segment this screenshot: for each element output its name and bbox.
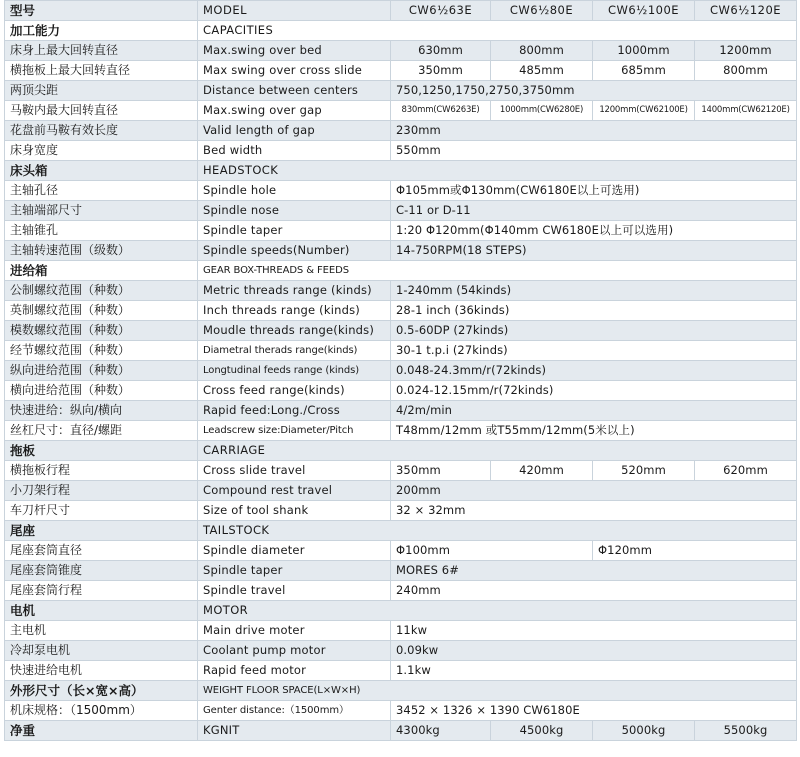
table-row [5, 421, 797, 441]
value-cell: 14-750RPM(18 STEPS) [391, 241, 797, 261]
table-row [5, 121, 797, 141]
row-label-cn: 尾座套筒锥度 [5, 561, 198, 581]
row-label-en: Genter distance:（1500mm） [198, 701, 391, 721]
value-cell: 4/2m/min [391, 401, 797, 421]
row-label-en: Spindle nose [198, 201, 391, 221]
table-row [5, 41, 797, 61]
table-row [5, 181, 797, 201]
table-row [5, 321, 797, 341]
value-cell: 1200mm [695, 41, 797, 61]
table-row [5, 701, 797, 721]
value-cell: 350mm [391, 461, 491, 481]
row-label-cn: 主电机 [5, 621, 198, 641]
row-label-en: Cross slide travel [198, 461, 391, 481]
value-cell: 800mm [491, 41, 593, 61]
row-label-en: Moudle threads range(kinds) [198, 321, 391, 341]
row-label-cn: 横拖板行程 [5, 461, 198, 481]
value-cell: 3452 × 1326 × 1390 CW6180E [391, 701, 797, 721]
row-label-en: Max swing over cross slide [198, 61, 391, 81]
table-row [5, 241, 797, 261]
value-cell: 1.1kw [391, 661, 797, 681]
value-cell: 630mm [391, 41, 491, 61]
table-row [5, 541, 797, 561]
section-dimensions [5, 681, 797, 701]
table-row [5, 301, 797, 321]
value-cell: 0.048-24.3mm/r(72kinds) [391, 361, 797, 381]
row-label-en: Spindle taper [198, 561, 391, 581]
row-label-en: Spindle travel [198, 581, 391, 601]
section-title-en: HEADSTOCK [198, 161, 797, 181]
value-cell: 0.024-12.15mm/r(72kinds) [391, 381, 797, 401]
weight-row [5, 721, 797, 741]
row-label-cn: 丝杠尺寸：直径/螺距 [5, 421, 198, 441]
value-cell: T48mm/12mm 或T55mm/12mm(5米以上) [391, 421, 797, 441]
model-label-cn: 型号 [5, 1, 198, 21]
model-cw6280e: CW6½80E [491, 1, 593, 21]
row-label-cn: 小刀架行程 [5, 481, 198, 501]
section-title-en: WEIGHT FLOOR SPACE(L×W×H) [198, 681, 797, 701]
value-cell: MORES 6# [391, 561, 797, 581]
value-cell: 0.5-60DP (27kinds) [391, 321, 797, 341]
table-row [5, 201, 797, 221]
value-cell: C-11 or D-11 [391, 201, 797, 221]
section-title-cn: 进给箱 [5, 261, 198, 281]
spec-table [4, 0, 797, 741]
value-cell: 350mm [391, 61, 491, 81]
value-cell: 750,1250,1750,2750,3750mm [391, 81, 797, 101]
table-row [5, 341, 797, 361]
section-title-cn: 电机 [5, 601, 198, 621]
row-label-cn: 横拖板上最大回转直径 [5, 61, 198, 81]
section-tailstock [5, 521, 797, 541]
section-title-cn: 尾座 [5, 521, 198, 541]
value-cell: 1200mm(CW62100E) [593, 101, 695, 121]
row-label-cn: 尾座套筒直径 [5, 541, 198, 561]
row-label-en: Max.swing over gap [198, 101, 391, 121]
row-label-en: Spindle speeds(Number) [198, 241, 391, 261]
value-cell: 5500kg [695, 721, 797, 741]
model-cw62120e: CW6½120E [695, 1, 797, 21]
model-label-en: MODEL [198, 1, 391, 21]
value-cell: 620mm [695, 461, 797, 481]
section-title-en: MOTOR [198, 601, 797, 621]
row-label-cn: 床身宽度 [5, 141, 198, 161]
table-row [5, 641, 797, 661]
row-label-en: Leadscrew size:Diameter/Pitch [198, 421, 391, 441]
section-capacities [5, 21, 797, 41]
value-cell: Φ105mm或Φ130mm(CW6180E以上可选用) [391, 181, 797, 201]
section-carriage [5, 441, 797, 461]
value-cell: 200mm [391, 481, 797, 501]
section-motor [5, 601, 797, 621]
row-label-cn: 英制螺纹范围（种数） [5, 301, 198, 321]
value-cell: Φ120mm [593, 541, 797, 561]
row-label-en: Max.swing over bed [198, 41, 391, 61]
row-label-en: Valid length of gap [198, 121, 391, 141]
row-label-en: Bed width [198, 141, 391, 161]
value-cell: 1000mm(CW6280E) [491, 101, 593, 121]
header-row [5, 1, 797, 21]
section-title-cn: 加工能力 [5, 21, 198, 41]
value-cell: 30-1 t.p.i (27kinds) [391, 341, 797, 361]
table-row [5, 381, 797, 401]
value-cell: 420mm [491, 461, 593, 481]
row-label-en: Coolant pump motor [198, 641, 391, 661]
row-label-en: Size of tool shank [198, 501, 391, 521]
section-title-en: TAILSTOCK [198, 521, 797, 541]
value-cell: 1-240mm (54kinds) [391, 281, 797, 301]
value-cell: 0.09kw [391, 641, 797, 661]
section-title-en: CAPACITIES [198, 21, 797, 41]
row-label-en: Rapid feed:Long./Cross [198, 401, 391, 421]
value-cell: 4300kg [391, 721, 491, 741]
row-label-cn: 床身上最大回转直径 [5, 41, 198, 61]
model-cw6263e: CW6½63E [391, 1, 491, 21]
value-cell: 240mm [391, 581, 797, 601]
row-label-en: Diametral therads range(kinds) [198, 341, 391, 361]
table-row [5, 401, 797, 421]
table-row [5, 101, 797, 121]
row-label-cn: 主轴端部尺寸 [5, 201, 198, 221]
weight-label-en: KGNIT [198, 721, 391, 741]
table-row [5, 81, 797, 101]
value-cell: 800mm [695, 61, 797, 81]
table-row [5, 61, 797, 81]
value-cell: 520mm [593, 461, 695, 481]
table-row [5, 581, 797, 601]
value-cell: 1:20 Φ120mm(Φ140mm CW6180E以上可以选用) [391, 221, 797, 241]
value-cell: 5000kg [593, 721, 695, 741]
section-gearbox [5, 261, 797, 281]
row-label-cn: 主轴孔径 [5, 181, 198, 201]
section-title-cn: 床头箱 [5, 161, 198, 181]
section-title-en: GEAR BOX-THREADS & FEEDS [198, 261, 797, 281]
table-row [5, 461, 797, 481]
table-row [5, 361, 797, 381]
section-title-cn: 拖板 [5, 441, 198, 461]
row-label-cn: 花盘前马鞍有效长度 [5, 121, 198, 141]
value-cell: 4500kg [491, 721, 593, 741]
table-row [5, 501, 797, 521]
row-label-en: Metric threads range (kinds) [198, 281, 391, 301]
row-label-cn: 纵向进给范围（种数） [5, 361, 198, 381]
row-label-en: Main drive moter [198, 621, 391, 641]
row-label-en: Inch threads range (kinds) [198, 301, 391, 321]
row-label-cn: 两顶尖距 [5, 81, 198, 101]
value-cell: 230mm [391, 121, 797, 141]
table-row [5, 621, 797, 641]
row-label-cn: 冷却泵电机 [5, 641, 198, 661]
table-row [5, 221, 797, 241]
value-cell: 685mm [593, 61, 695, 81]
row-label-cn: 机床规格：（1500mm） [5, 701, 198, 721]
value-cell: 32 × 32mm [391, 501, 797, 521]
value-cell: 1000mm [593, 41, 695, 61]
row-label-cn: 经节螺纹范围（种数） [5, 341, 198, 361]
row-label-en: Longtudinal feeds range (kinds) [198, 361, 391, 381]
row-label-en: Spindle taper [198, 221, 391, 241]
row-label-en: Compound rest travel [198, 481, 391, 501]
row-label-cn: 公制螺纹范围（种数） [5, 281, 198, 301]
row-label-en: Distance between centers [198, 81, 391, 101]
row-label-cn: 尾座套筒行程 [5, 581, 198, 601]
row-label-cn: 车刀杆尺寸 [5, 501, 198, 521]
value-cell: 28-1 inch (36kinds) [391, 301, 797, 321]
section-title-en: CARRIAGE [198, 441, 797, 461]
table-row [5, 481, 797, 501]
model-cw62100e: CW6½100E [593, 1, 695, 21]
row-label-en: Spindle hole [198, 181, 391, 201]
table-row [5, 661, 797, 681]
section-headstock [5, 161, 797, 181]
row-label-cn: 主轴转速范围（级数） [5, 241, 198, 261]
row-label-en: Spindle diameter [198, 541, 391, 561]
section-title-cn: 外形尺寸（长×宽×高） [5, 681, 198, 701]
row-label-en: Rapid feed motor [198, 661, 391, 681]
row-label-cn: 模数螺纹范围（种数） [5, 321, 198, 341]
row-label-cn: 马鞍内最大回转直径 [5, 101, 198, 121]
row-label-cn: 快速进给电机 [5, 661, 198, 681]
value-cell: Φ100mm [391, 541, 593, 561]
row-label-cn: 快速进给：纵向/横向 [5, 401, 198, 421]
row-label-cn: 主轴锥孔 [5, 221, 198, 241]
row-label-cn: 横向进给范围（种数） [5, 381, 198, 401]
row-label-en: Cross feed range(kinds) [198, 381, 391, 401]
value-cell: 1400mm(CW62120E) [695, 101, 797, 121]
table-row [5, 561, 797, 581]
value-cell: 485mm [491, 61, 593, 81]
value-cell: 11kw [391, 621, 797, 641]
weight-label-cn: 净重 [5, 721, 198, 741]
value-cell: 550mm [391, 141, 797, 161]
table-row [5, 281, 797, 301]
table-row [5, 141, 797, 161]
value-cell: 830mm(CW6263E) [391, 101, 491, 121]
